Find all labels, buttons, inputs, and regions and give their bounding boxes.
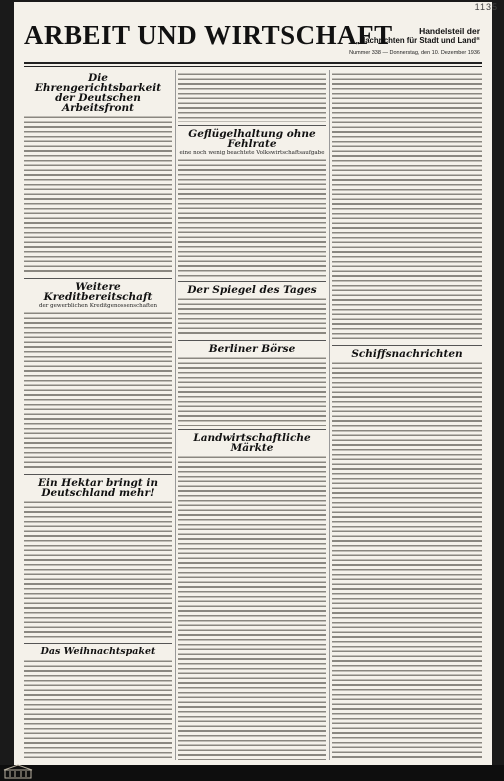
article-separator: [24, 643, 172, 644]
column-divider: [175, 70, 176, 760]
supplement-line-2: „Nachrichten für Stadt und Land“: [355, 36, 480, 45]
article-headline: Geflügelhaltung ohne Fehlrate: [188, 128, 316, 150]
article-headline: Das Weihnachtspaket: [40, 646, 156, 657]
shipping-news-text: [332, 361, 482, 760]
article-body-text: [24, 311, 172, 471]
newspaper-page: [14, 2, 492, 765]
viewer-bottom-bar: [0, 765, 504, 781]
article-body-text: [178, 455, 326, 760]
article-body-text: [24, 659, 172, 760]
article-headline: Ein Hektar bringt in Deutschland mehr!: [38, 477, 158, 499]
masthead: [24, 20, 482, 62]
article-headline: Landwirtschaftliche Märkte: [193, 432, 311, 454]
column-divider: [329, 70, 330, 760]
article-separator: [178, 340, 326, 341]
library-building-logo-icon: [3, 764, 33, 779]
article-body-text: [178, 297, 326, 337]
article-body-text: [178, 72, 326, 122]
article-headline: Schiffsnachrichten: [351, 348, 463, 360]
article-separator: [332, 345, 482, 346]
article-body-text: [24, 115, 172, 275]
article-headline: Berliner Börse: [208, 343, 296, 355]
column-left: [24, 70, 172, 760]
article-headline: Weitere Kreditbereitschaft: [43, 281, 153, 303]
article-separator: [178, 125, 326, 126]
article-separator: [24, 278, 172, 279]
article-separator: [24, 474, 172, 475]
masthead-rule-thin: [24, 66, 482, 67]
article-body-text: [178, 158, 326, 278]
article-body-text: [178, 356, 326, 426]
market-listings-text: [332, 72, 482, 342]
article-separator: [178, 281, 326, 282]
newspaper-title: ARBEIT UND WIRTSCHAFT: [24, 20, 393, 50]
article-subheadline: der gewerblichen Kreditgenossenschaften: [38, 303, 158, 309]
article-body-text: [24, 500, 172, 640]
supplement-line-1: Handelsteil der: [419, 26, 480, 36]
article-headline: Der Spiegel des Tages: [187, 284, 317, 296]
masthead-rule: [24, 62, 482, 64]
article-headline: Die Ehrengerichtsbarkeit der Deutschen Arbeitsfront: [34, 72, 162, 114]
column-middle: [178, 70, 326, 760]
article-separator: [178, 429, 326, 430]
issue-line: Nummer 338 — Donnerstag, den 10. Dezember 1936: [349, 50, 480, 56]
column-right: [332, 70, 482, 760]
scan-number: 1135: [474, 2, 498, 12]
article-subheadline: eine noch wenig beachtete Volkswirtschaftsaufgabe: [179, 150, 325, 156]
